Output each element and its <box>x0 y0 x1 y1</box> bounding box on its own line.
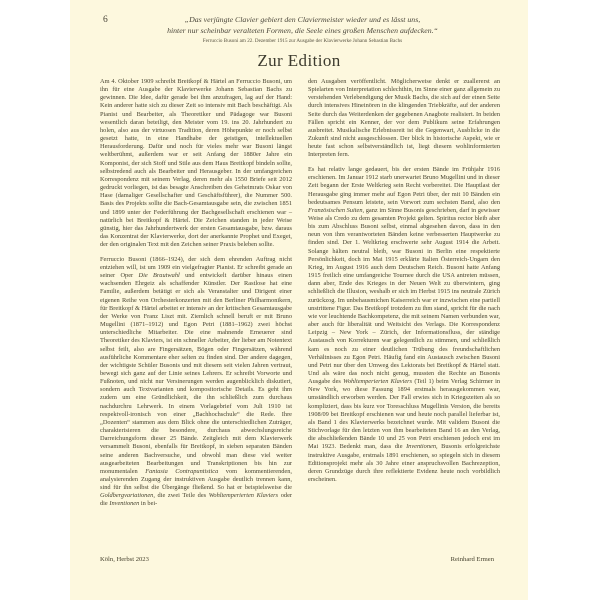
footer-author: Reinhard Ermen <box>450 556 494 563</box>
epigraph-line-1: „Das verjüngte Clavier gebiert den Claviermeister wieder und es lässt uns, <box>184 15 421 24</box>
page-footer <box>100 556 500 563</box>
footer-place-date: Köln, Herbst 2023 <box>100 556 149 563</box>
book-page <box>70 0 528 600</box>
page-title: Zur Edition <box>257 51 341 70</box>
paragraph: Es hat relativ lange gedauert, bis der ersten Bände im Frühjahr 1916 erschienen. Im Januar 1912 starb unerwartet Bruno Mugellini und in dieser Zeit begann der Erste Weltkrieg sein Recht vorbereitet. Die Hauptlast der Herausgabe ging immer mehr auf Egon Petri über, der mit 10 Bänden ein bedeutsames Pensum leistete, sein Vorwort zum sechsten Band, also den Französischen Suiten, ganz im Sinne Busonis geschrieben, darf in gewisser Weise als Credo zu dem gesamten Projekt gelten. Spiritus rector bleib aber bis zum Abschluss Busoni selbst, einmal abgesehen davon, dass in den neun von ihm verantworteten Bänden keine verbesserten Hauptwerke zu finden sind. Der 1. Weltkrieg erschwerte sehr August 1914 die Arbeit. Solange hälten neutral bleib, war Busoni in Berlin eine respektierte Persönlichkeit, doch im Mai 1915 erklärte Italien Österreich-Ungarn den Krieg, im August 1916 auch dem Deutschen Reich. Busoni hatte Anfang 1915 freilich eine umfangreiche Tournee durch die USA antreten müssen, dann aber, Ende des Krieges in der Neuen Welt zu überwintern, ging schließlich die Illusion, weshalb er sich im Herbst 1915 ins neutrale Zürich zurückzog. Im unbehausmichen Kaiserreich war er inzwischen eine partiell unstrittene Figur. Das Breitkopf trotzdem zu ihm stand, spricht für die nach wie vor leuchtende Bachkompetenz, die mit seinem Namen verbunden war, aber auch für liberalität und Weitsicht des Verlags. Die Korrespondenz Leipzig – New York – Zürich, der Informationsfluss, der ständige Austausch von Korrekturen war gelegentlich zu stimmen, und schließlich kam es noch zu einer deutlichen Trübung des freundschaftlichen Verhältnisses zu Egon Petri. Häufig fand ein Austausch zwischen Busoni und Petri nur über den Umweg des Lektorats bei Breitkopf & Härtel statt. Und als wäre das noch nicht genug, mussten die Rechte an Busonis Ausgabe des Wohltemperierten Klaviers (Teil 1) beim Verlag Schirmer in New York, wo diese Fassung 1894 erstmals herausgekommen war, umständlich erworben werden. Der Fall erwies sich in Kriegszeiten als so kompliziert, dass bis kurz vor Toresschluss Mugellinis Version, die bereits 1908/09 bei Breitkopf erschienen war und heute noch parallel lieferbar ist, als Band 1 des Klavierwerks bezeichnet wurde. Mit validem Busoni die Stichvorlage für den letzten von ihm bearbeiteten Band 16 an den Verlag, die abschließenden Bände 10 und 25 von Petri erschienen jedoch erst im Mai 1923. Bedenkt man, dass die Inventionen, Busonis erfolgreichste instruktive Ausgabe, erstmals 1891 erschienen, so spiegeln sich in diesem Editionsprojekt mehr als 30 Jahre einer anspruchsvollen Bachrezeption, deren Grundzüge durch ihre reflektierte Evidenz heute noch vorbildlich erscheinen. <box>308 166 501 483</box>
page-header <box>70 15 528 49</box>
folio-page-number: 6 <box>103 15 108 25</box>
paragraph: Am 4. Oktober 1909 schreibt Breitkopf & Härtel an Ferruccio Busoni, um ihn für eine Ausgabe der Klavierwerke Johann Sebastian Bachs zu gewinnen. Die Idee, dafür gerade bei ihm anzufragen, lag auf der Hand: Kein anderer hatte sich zu dieser Zeit so intensiv mit Bach beschäftigt. Als Pianist und Bearbeiter, als Theoretiker und Pädagoge war Busoni wesentlich daran beteiligt, den Meister vom 19. ins 20. Jahrhundert zu holen, also aus der virtuosen Tradition, deren Höhepunkte er noch selbst gesetzt hatte, in eine Handhabe der geistigen, intellektuellen Herausforderung. Dafür und noch für vieles mehr war Busoni längst weltberühmt, außerdem war er seit Anfang der 1880er Jahre ein Komponist, der sich Stoff und Stile aus dem Haus Breitkopf bindeln sollte, selbstredend auch als Bearbeiter und Herausgeber. In der umfangreichen Korrespondenz mit seinem Verlag, deren mehr als 1550 Briefe seit 2012 gedruckt vorliegen, ist das besagte Anschreiben des Geheimrats Oskar von Hase (damaliger Gesellschafter und Geschäftsführer), die Nummer 500. Basis des Projekts sollte die Bach-Gesamtausgabe sein, die zwischen 1851 und 1899 unter der Federführung der Bachgesellschaft erschienen war – natürlich bei Breitkopf & Härtel. Die Zeichen standen in jeder Weise günstig, hier das Jahrhundertwerk der ersten Gesamtausgabe, bzw. daraus das Konzentrat der Klavierwerke, dort der anerkannte Prophet und Exeget, der den originalen Text mit den Zeichen seiner Praxis beleben sollte. <box>100 78 292 249</box>
paragraph: den Ausgaben veröffentlicht. Möglicherweise denkt er zuallererst an Spielarten von Interpretation schlechthin, im Sinne einer ganz allgemein zu verstehenden Verlebendigung der Musik Bachs, die sich auf der einen Seite durch intensives Hineinören in die klingenden Triebkräfte, auf der anderen Seite durch das Weiterdenken der gegebenen Anagbote realisiert. In beiden Fällen spricht ein Kenner, der vor dem Publikum seine Erfahrungen ausbreitet. Musikalische Erlebnissreit ist die Gegenwart, Ausblicke in die Zukunft sind nicht ausgeschlossen. Der blick in historische Aspekt, wie er heute fast schon selbstverständlich ist, liegt diesem wohlinformierten Interpreten fern. <box>308 78 500 159</box>
column-right <box>308 78 500 509</box>
paragraph: Ferruccio Busoni (1866–1924), der sich dem ehrenden Auftrag nicht entziehen will, ist um 1909 ein vielgefragter Pianist. Er schreibt gerade an seiner Oper Die Brautwahl und entwickelt darüber hinaus einen wachsenden Ehrgeiz als schaffender Künstler. Der Rastlose hat eine Familie, außerdem betätigt er sich als Veranstalter und Dirigent einer eigenen Reihe von Orchesterkonzerten mit den Berliner Philharmonikern, für Breitkopf & Härtel arbeitet er intensiv an der kritischen Gesamtausgabe der Werke von Franz Liszt mit. Ziemlich schnell beruft er mit Bruno Mugellini (1871–1912) und Egon Petri (1881–1962) zwei höchst unterschiedliche Mitarbeiter. Die eine mahnende Erneuerer sind Theoretiker des Klaviers, ist ein schneller Arbeiter, der lieber am Notentext selbst feilt, also are Fingersätzen, Bögen oder Fingersätzen, während ausführliche Kommentare eher selten zu finden sind. Der andere dagegen, der wichtigste Schüler Busonis und mit diesem seit vielen Jahren vertraut, bewegt sich ganz auf der Linie seines Lehrers. Er schreibt Vorworte und Fußnoten, und nicht nur Versinerungen werden augenblicklich diskutiert, sondern auch Textvarianten und kompositorische Details. Es geht ihm zudem um eine Gründlichkeit, die ihn schließlich zum durchaus nachdurchru Lehrwerk. In einem Vorlagebrief vom Juli 1910 ist respektvoll-ironisch von einer „Bachhochschule“ die Rede. Ihre „Dozenten“ stammen aus dem Blick ohne die unterschiedlichen Zuträger, charakterisieren die besondere, durchaus abwechslungsreiche Darreichungsform dieser 25 Bände. Zeitgleich mit dem Klavierwerk versammelt Busoni, ebenfalls für Breitkopf, in sieben separaten Bänden seine anderen Bachversuche, und obwohl man diese viel weiter ausgearbeiteten Bearbeitungen und Transkriptionen bis hin zur monumentalen Fantasia Contrapuntistica vom kommentierenden, analysierenden Zugang der instruktiven Ausgabe deutlich trennen kann, sind für ihn selbst die Übergänge fließend. So hat er beispielsweise die Goldbergvariationen, die zwei Teile des Wohltemperierten Klaviers oder die Inventionen in bei- <box>100 255 292 508</box>
epigraph-line-2: hinter nur scheinbar veralteten Formen, die Seele eines großen Menschen aufdecken.“ <box>167 25 438 35</box>
epigraph-attribution: Ferruccio Busoni am 22. Dezember 1915 zur Ausgabe der Klavierwerke Johann Sebastian Bachs <box>202 37 403 44</box>
text-columns <box>100 78 500 509</box>
epigraph-quote <box>130 15 475 36</box>
column-left <box>100 78 292 509</box>
